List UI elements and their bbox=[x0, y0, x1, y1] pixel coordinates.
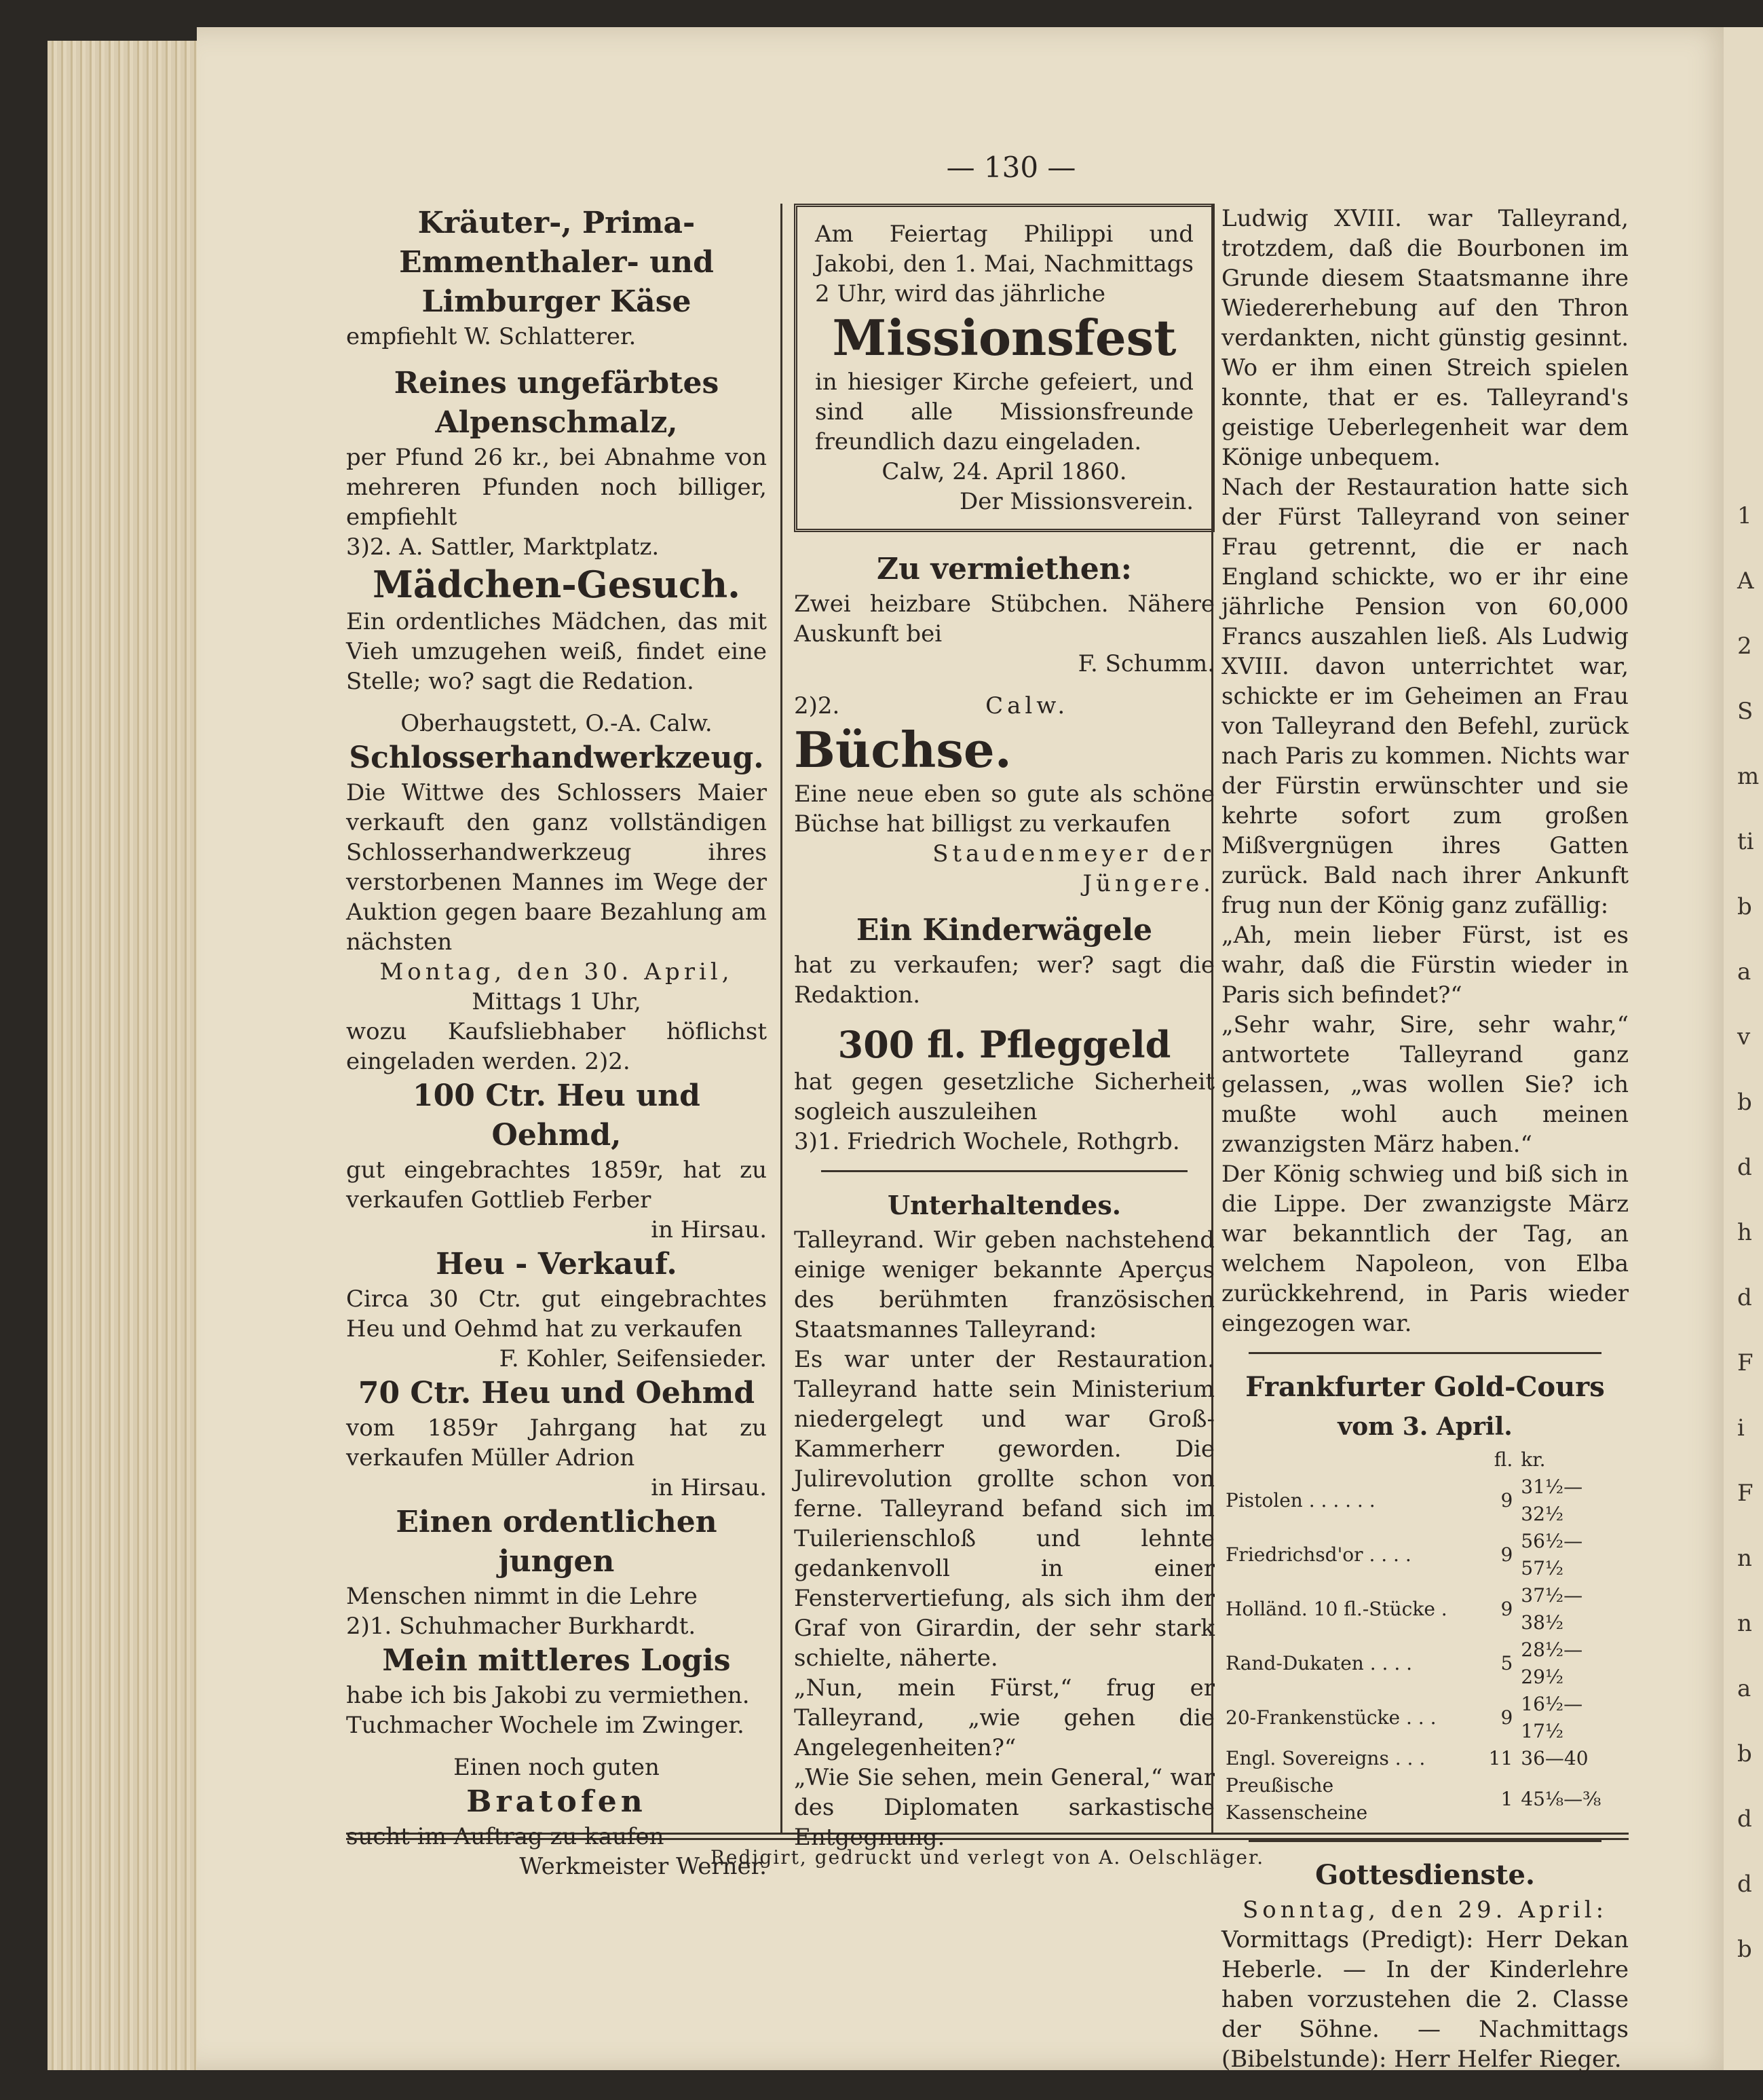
story-paragraph-6: Nach der Restauration hatte sich der Fürst Talleyrand von seiner Frau getrennt, die er nach England schickte, wo er ihr eine jährliche Pension von 60,000 Francs auszahlen ließ. Als Ludwig XVIII. davon unterrichtet war, schickte er im Geheimen an Frau von Talleyrand den Befehl, zurück nach Paris zu kommen. Nichts war der Fürstin erwünschter und sie kehrte sofort zum großen Mißvergnügen ihres Gatten zurück. Bald nach ihrer Ankunft frug nun der König ganz zufällig: bbox=[1221, 474, 1629, 919]
story-paragraph-3: „Nun, mein Fürst,“ frug er Talleyrand, „wie gehen die Angelegenheiten?“ bbox=[794, 1674, 1215, 1761]
story-paragraph-2: Es war unter der Restauration. Talleyrand hatte sein Ministerium niedergelegt und war Groß-Kammerherr geworden. Die Julirevolution grollte schon von ferne. Talleyrand befand sich im Tuilerienschloß und lehnte gedankenvoll in einer Fenstervertiefung, als sich ihm der Graf von Girardin, der sehr stark schielte, näherte. bbox=[794, 1346, 1215, 1672]
ad-hay-sale-title: Heu - Verkauf. bbox=[436, 1247, 677, 1281]
table-row bbox=[1221, 1691, 1629, 1745]
kurs-subtitle: vom 3. April. bbox=[1338, 1412, 1513, 1441]
facing-page-fragment: b bbox=[1737, 1936, 1752, 1963]
ad-apprentice-signature: 2)1. Schuhmacher Burkhardt. bbox=[346, 1613, 696, 1640]
facing-page-fragment: d bbox=[1737, 1284, 1752, 1311]
ad-loan-title: 300 fl. Pfleggeld bbox=[837, 1023, 1171, 1066]
facing-page-fragment: a bbox=[1737, 958, 1751, 986]
ad-rent-text: Zwei heizbare Stübchen. Nähere Auskunft bei bbox=[794, 590, 1215, 648]
ad-hay-sale-text: Circa 30 Ctr. gut eingebrachtes Heu und Oehmd hat zu verkaufen bbox=[346, 1286, 767, 1343]
ad-lard-signature: 3)2. A. Sattler, Marktplatz. bbox=[346, 533, 660, 561]
worship-text: Vormittags (Predigt): Herr Dekan Heberle. — In der Kinderlehre haben vorzustehen die 2. Classe der Söhne. — Nachmittags (Bibelstunde): Herr Helfer Rieger. bbox=[1221, 1926, 1629, 2073]
coin-kr: 16½—17½ bbox=[1521, 1693, 1583, 1742]
coin-fl: 9 bbox=[1500, 1543, 1513, 1566]
facing-page-fragment: v bbox=[1737, 1024, 1751, 1051]
coin-fl: 11 bbox=[1488, 1747, 1513, 1769]
ad-pram-text: hat zu verkaufen; wer? sagt die Redaktion. bbox=[794, 952, 1215, 1009]
ad-oven-text: sucht im Auftrag zu kaufen bbox=[346, 1823, 664, 1850]
ad-oven-title: Bratofen bbox=[466, 1784, 647, 1819]
ad-tools-title: Schlosserhandwerkzeug. bbox=[349, 740, 764, 775]
mission-text-1: Am Feiertag Philippi und Jakobi, den 1. Mai, Nachmittags 2 Uhr, wird das jährliche bbox=[815, 221, 1194, 307]
ad-oven-line: Einen noch guten bbox=[453, 1754, 660, 1781]
coin-fl: 9 bbox=[1500, 1598, 1513, 1620]
coin-name: Pistolen . . . . . . bbox=[1226, 1489, 1376, 1512]
story-paragraph-4: „Wie Sie sehen, mein General,“ war des Diplomaten sarkastische Entgegnung. bbox=[794, 1764, 1215, 1851]
ad-maid-text: Ein ordentliches Mädchen, das mit Vieh umzugehen weiß, findet eine Stelle; wo? sagt die Redation. bbox=[346, 608, 767, 695]
coin-name: Preußische Kassenscheine bbox=[1226, 1774, 1368, 1824]
column-rule-1 bbox=[780, 204, 782, 1833]
facing-page-fragment: d bbox=[1737, 1871, 1752, 1898]
table-row bbox=[1221, 1582, 1629, 1636]
section-title: Unterhaltendes. bbox=[888, 1190, 1121, 1220]
story-paragraph-9: Der König schwieg und biß sich in die Lippe. Der zwanzigste März war bekanntlich der Tag, an welchem Napoleon, von Elba zurückkehrend, in Paris wieder eingezogen war. bbox=[1221, 1161, 1629, 1337]
ad-gun-signature: Staudenmeyer der Jüngere. bbox=[932, 840, 1215, 897]
coin-fl: 9 bbox=[1500, 1706, 1513, 1729]
ad-hay-sale-signature: F. Kohler, Seifensieder. bbox=[499, 1345, 767, 1372]
mission-signature: Der Missionsverein. bbox=[960, 488, 1194, 515]
coin-name: Rand-Dukaten . . . . bbox=[1226, 1652, 1413, 1674]
mission-title: Missionsfest bbox=[832, 309, 1177, 367]
facing-page-fragment: m bbox=[1737, 763, 1760, 790]
ad-gun-number: 2)2. bbox=[794, 692, 840, 719]
ad-tools-date: Montag, den 30. April, bbox=[379, 958, 734, 986]
table-row bbox=[1221, 1636, 1629, 1691]
ad-oven-signature: Werkmeister Werner. bbox=[519, 1853, 767, 1880]
table-row bbox=[1221, 1772, 1629, 1826]
coin-kr: 31½—32½ bbox=[1521, 1476, 1583, 1525]
facing-page-fragment: h bbox=[1737, 1219, 1752, 1246]
facing-page-fragment: 2 bbox=[1737, 633, 1752, 660]
ad-gun-place: Calw. bbox=[985, 692, 1069, 719]
column-3 bbox=[1221, 204, 1629, 2074]
table-header-row bbox=[1221, 1446, 1629, 1474]
facing-page-fragment: b bbox=[1737, 1089, 1752, 1116]
ad-gun-header bbox=[794, 691, 1215, 721]
facing-page-fragment: d bbox=[1737, 1154, 1752, 1181]
coin-kr: 28½—29½ bbox=[1521, 1638, 1583, 1688]
ad-cheese-signature: empfiehlt W. Schlatterer. bbox=[346, 323, 637, 350]
page-edges bbox=[48, 41, 210, 2070]
ad-gun-text: Eine neue eben so gute als schöne Büchse hat billigst zu verkaufen bbox=[794, 781, 1215, 838]
story-paragraph-8: „Sehr wahr, Sire, sehr wahr,“ antwortete Talleyrand ganz gelassen, „was wollen Sie? ich mußte wohl auch meinen zwanzigsten März haben.“ bbox=[1221, 1011, 1629, 1158]
column-1 bbox=[346, 204, 767, 1881]
gold-cours-table bbox=[1221, 1446, 1629, 1826]
coin-kr: 36—40 bbox=[1521, 1747, 1589, 1769]
ad-logis-title: Mein mittleres Logis bbox=[382, 1643, 731, 1678]
facing-page-fragment: i bbox=[1737, 1414, 1745, 1442]
ad-apprentice-text: Menschen nimmt in die Lehre bbox=[346, 1583, 698, 1610]
ad-hay-text: gut eingebrachtes 1859r, hat zu verkaufen Gottlieb Ferber bbox=[346, 1157, 767, 1214]
table-row bbox=[1221, 1745, 1629, 1772]
facing-page-fragment: F bbox=[1737, 1349, 1753, 1376]
ad-rent-title: Zu vermiethen: bbox=[877, 552, 1132, 586]
worship-date: Sonntag, den 29. April: bbox=[1242, 1896, 1608, 1924]
ad-lard-text: per Pfund 26 kr., bei Abnahme von mehreren Pfunden noch billiger, empfiehlt bbox=[346, 444, 767, 531]
story-paragraph-1: Talleyrand. Wir geben nachstehend einige weniger bekannte Aperçus des berühmten französischen Staatsmannes Talleyrand: bbox=[794, 1226, 1215, 1343]
kurs-title: Frankfurter Gold-Cours bbox=[1245, 1371, 1605, 1403]
coin-name: Friedrichsd'or . . . . bbox=[1226, 1543, 1411, 1566]
column-2 bbox=[794, 204, 1215, 1852]
table-row bbox=[1221, 1474, 1629, 1528]
worship-divider bbox=[1249, 1840, 1601, 1842]
section-divider bbox=[821, 1170, 1188, 1172]
ad-hay2-title: 70 Ctr. Heu und Oehmd bbox=[358, 1376, 755, 1410]
kurs-divider bbox=[1249, 1352, 1601, 1354]
facing-page-fragment: n bbox=[1737, 1545, 1752, 1572]
ad-logis-text: habe ich bis Jakobi zu vermiethen. bbox=[346, 1682, 750, 1709]
facing-page-fragment: a bbox=[1737, 1675, 1751, 1702]
coin-name: Holländ. 10 fl.-Stücke . bbox=[1226, 1598, 1447, 1620]
coin-kr: 45⅛—⅜ bbox=[1521, 1788, 1601, 1810]
facing-page-fragment: b bbox=[1737, 1740, 1752, 1767]
mission-date: Calw, 24. April 1860. bbox=[882, 458, 1127, 485]
coin-name: 20-Frankenstücke . . . bbox=[1226, 1706, 1437, 1729]
ad-cheese-title: Kräuter-, Prima-Emmenthaler- und Limburger Käse bbox=[399, 206, 714, 319]
ad-hay-title: 100 Ctr. Heu und Oehmd, bbox=[413, 1079, 700, 1152]
table-row bbox=[1221, 1528, 1629, 1582]
facing-page-fragment: S bbox=[1737, 698, 1753, 725]
ad-tools-text: Die Wittwe des Schlossers Maier verkauft den ganz vollständigen Schlosserhandwerkzeug ihres verstorbenen Mannes im Wege der Auktion gegen baare Bezahlung am nächsten bbox=[346, 779, 767, 956]
page-number: — 130 — bbox=[946, 151, 1076, 184]
coin-kr: 56½—57½ bbox=[1521, 1530, 1583, 1579]
coin-fl: 5 bbox=[1500, 1652, 1513, 1674]
ad-loan-text: hat gegen gesetzliche Sicherheit sogleich auszuleihen bbox=[794, 1068, 1215, 1125]
ad-tools-place: Oberhaugstett, O.-A. Calw. bbox=[400, 710, 713, 737]
coin-fl: 9 bbox=[1500, 1489, 1513, 1512]
column-header-fl: fl. bbox=[1494, 1448, 1513, 1471]
facing-page-fragment: d bbox=[1737, 1805, 1752, 1833]
ad-gun-title: Büchse. bbox=[794, 721, 1012, 779]
facing-page-fragment: ti bbox=[1737, 828, 1754, 855]
facing-page-fragment: n bbox=[1737, 1610, 1752, 1637]
ad-rent-signature: F. Schumm. bbox=[1078, 650, 1215, 677]
story-paragraph-7: „Ah, mein lieber Fürst, ist es wahr, daß die Fürstin wieder in Paris sich befindet?“ bbox=[1221, 922, 1629, 1009]
facing-page-fragment: F bbox=[1737, 1480, 1753, 1507]
ad-maid-title: Mädchen-Gesuch. bbox=[373, 563, 740, 606]
ad-tools-end: wozu Kaufsliebhaber höflichst eingeladen werden. 2)2. bbox=[346, 1018, 767, 1075]
ad-lard-title: Reines ungefärbtes Alpenschmalz, bbox=[394, 366, 719, 440]
facing-page-fragment: A bbox=[1737, 567, 1754, 595]
facing-page-fragment: b bbox=[1737, 893, 1752, 920]
mission-fest-box bbox=[794, 204, 1215, 532]
ad-pram-title: Ein Kinderwägele bbox=[856, 913, 1153, 948]
coin-kr: 37½—38½ bbox=[1521, 1584, 1583, 1634]
facing-page-fragment: 1 bbox=[1737, 502, 1752, 529]
column-header-kr: kr. bbox=[1521, 1448, 1546, 1471]
coin-fl: 1 bbox=[1500, 1788, 1513, 1810]
worship-title: Gottesdienste. bbox=[1315, 1859, 1535, 1891]
ad-logis-signature: Tuchmacher Wochele im Zwinger. bbox=[346, 1712, 744, 1739]
ad-loan-signature: 3)1. Friedrich Wochele, Rothgrb. bbox=[794, 1128, 1180, 1155]
ad-tools-time: Mittags 1 Uhr, bbox=[472, 988, 641, 1015]
imprint: Redigirt, gedruckt und verlegt von A. Oelschläger. bbox=[710, 1846, 1265, 1869]
story-paragraph-5: Ludwig XVIII. war Talleyrand, trotzdem, daß die Bourbonen im Grunde diesem Staatsmanne ihre Wiedererhebung auf den Thron verdankten, nicht günstig gesinnt. Wo er ihm einen Streich spielen konnte, that er es. Talleyrand's geistige Ueberlegenheit war dem Könige unbequem. bbox=[1221, 205, 1629, 471]
coin-name: Engl. Sovereigns . . . bbox=[1226, 1747, 1426, 1769]
ad-hay2-signature: in Hirsau. bbox=[651, 1474, 767, 1501]
ad-apprentice-title: Einen ordentlichen jungen bbox=[396, 1505, 717, 1579]
mission-text-2: in hiesiger Kirche gefeiert, und sind alle Missionsfreunde freundlich dazu eingeladen. bbox=[815, 369, 1194, 455]
ad-hay-signature: in Hirsau. bbox=[651, 1216, 767, 1243]
ad-hay2-text: vom 1859r Jahrgang hat zu verkaufen Müller Adrion bbox=[346, 1414, 767, 1471]
